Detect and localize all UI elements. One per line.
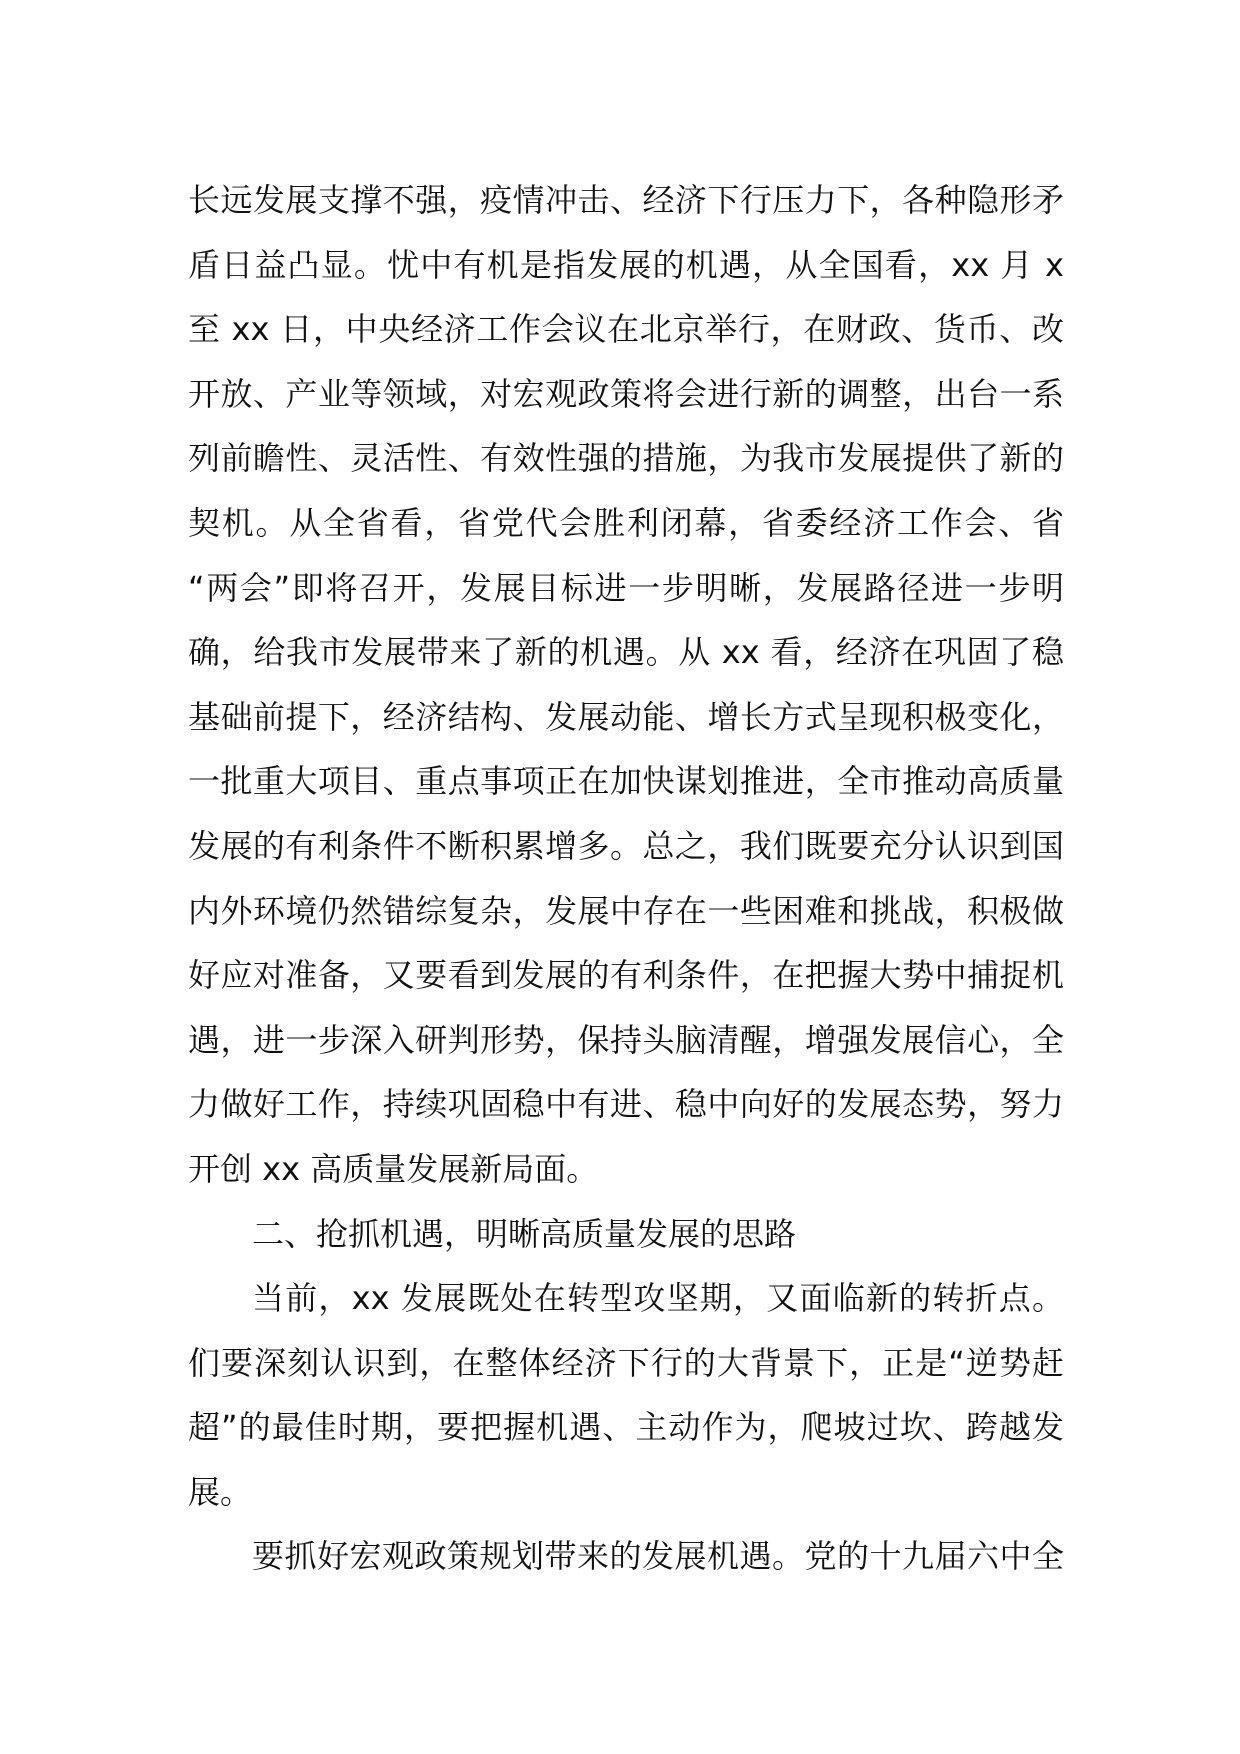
text-line: 开放、产业等领域，对宏观政策将会进行新的调整，出台一系	[188, 374, 1064, 413]
text-line: 们要深刻认识到，在整体经济下行的大背景下，正是“逆势赶	[188, 1343, 1064, 1382]
text-line: 内外环境仍然错综复杂，发展中存在一些困难和挑战，积极做	[188, 891, 1064, 930]
section-heading: 二、抢抓机遇，明晰高质量发展的思路	[252, 1214, 797, 1253]
text-line: 基础前提下，经济结构、发展动能、增长方式呈现积极变化，	[188, 697, 1064, 736]
paragraph-first-line: 当前，xx 发展既处在转型攻坚期，又面临新的转折点。	[252, 1279, 1064, 1318]
text-line: 力做好工作，持续巩固稳中有进、稳中向好的发展态势，努力	[188, 1085, 1064, 1124]
text-line: 发展的有利条件不断积累增多。总之，我们既要充分认识到国	[188, 826, 1064, 865]
text-line: 展。	[188, 1472, 253, 1511]
text-line: 契机。从全省看，省党代会胜利闭幕，省委经济工作会、省	[188, 503, 1064, 542]
text-line: 好应对准备，又要看到发展的有利条件，在把握大势中捕捉机	[188, 956, 1064, 995]
text-line: 遇，进一步深入研判形势，保持头脑清醒，增强发展信心，全	[188, 1020, 1064, 1059]
text-line: 盾日益凸显。忧中有机是指发展的机遇，从全国看，xx 月 x	[188, 245, 1064, 284]
text-line: 长远发展支撑不强，疫情冲击、经济下行压力下，各种隐形矛	[188, 181, 1064, 219]
paragraph-first-line: 要抓好宏观政策规划带来的发展机遇。党的十九届六中全	[252, 1537, 1064, 1576]
text-line: 开创 xx 高质量发展新局面。	[188, 1149, 599, 1188]
text-line: 一批重大项目、重点事项正在加快谋划推进，全市推动高质量	[188, 762, 1064, 801]
text-line: 超”的最佳时期，要把握机遇、主动作为，爬坡过坎、跨越发	[188, 1408, 1064, 1447]
document-body	[188, 168, 1064, 1589]
text-line: “两会”即将召开，发展目标进一步明晰，发展路径进一步明	[188, 568, 1064, 607]
text-line: 确，给我市发展带来了新的机遇。从 xx 看，经济在巩固了稳	[188, 633, 1064, 672]
text-line: 列前瞻性、灵活性、有效性强的措施，为我市发展提供了新的	[188, 439, 1064, 478]
text-line: 至 xx 日，中央经济工作会议在北京举行，在财政、货币、改	[188, 310, 1064, 349]
